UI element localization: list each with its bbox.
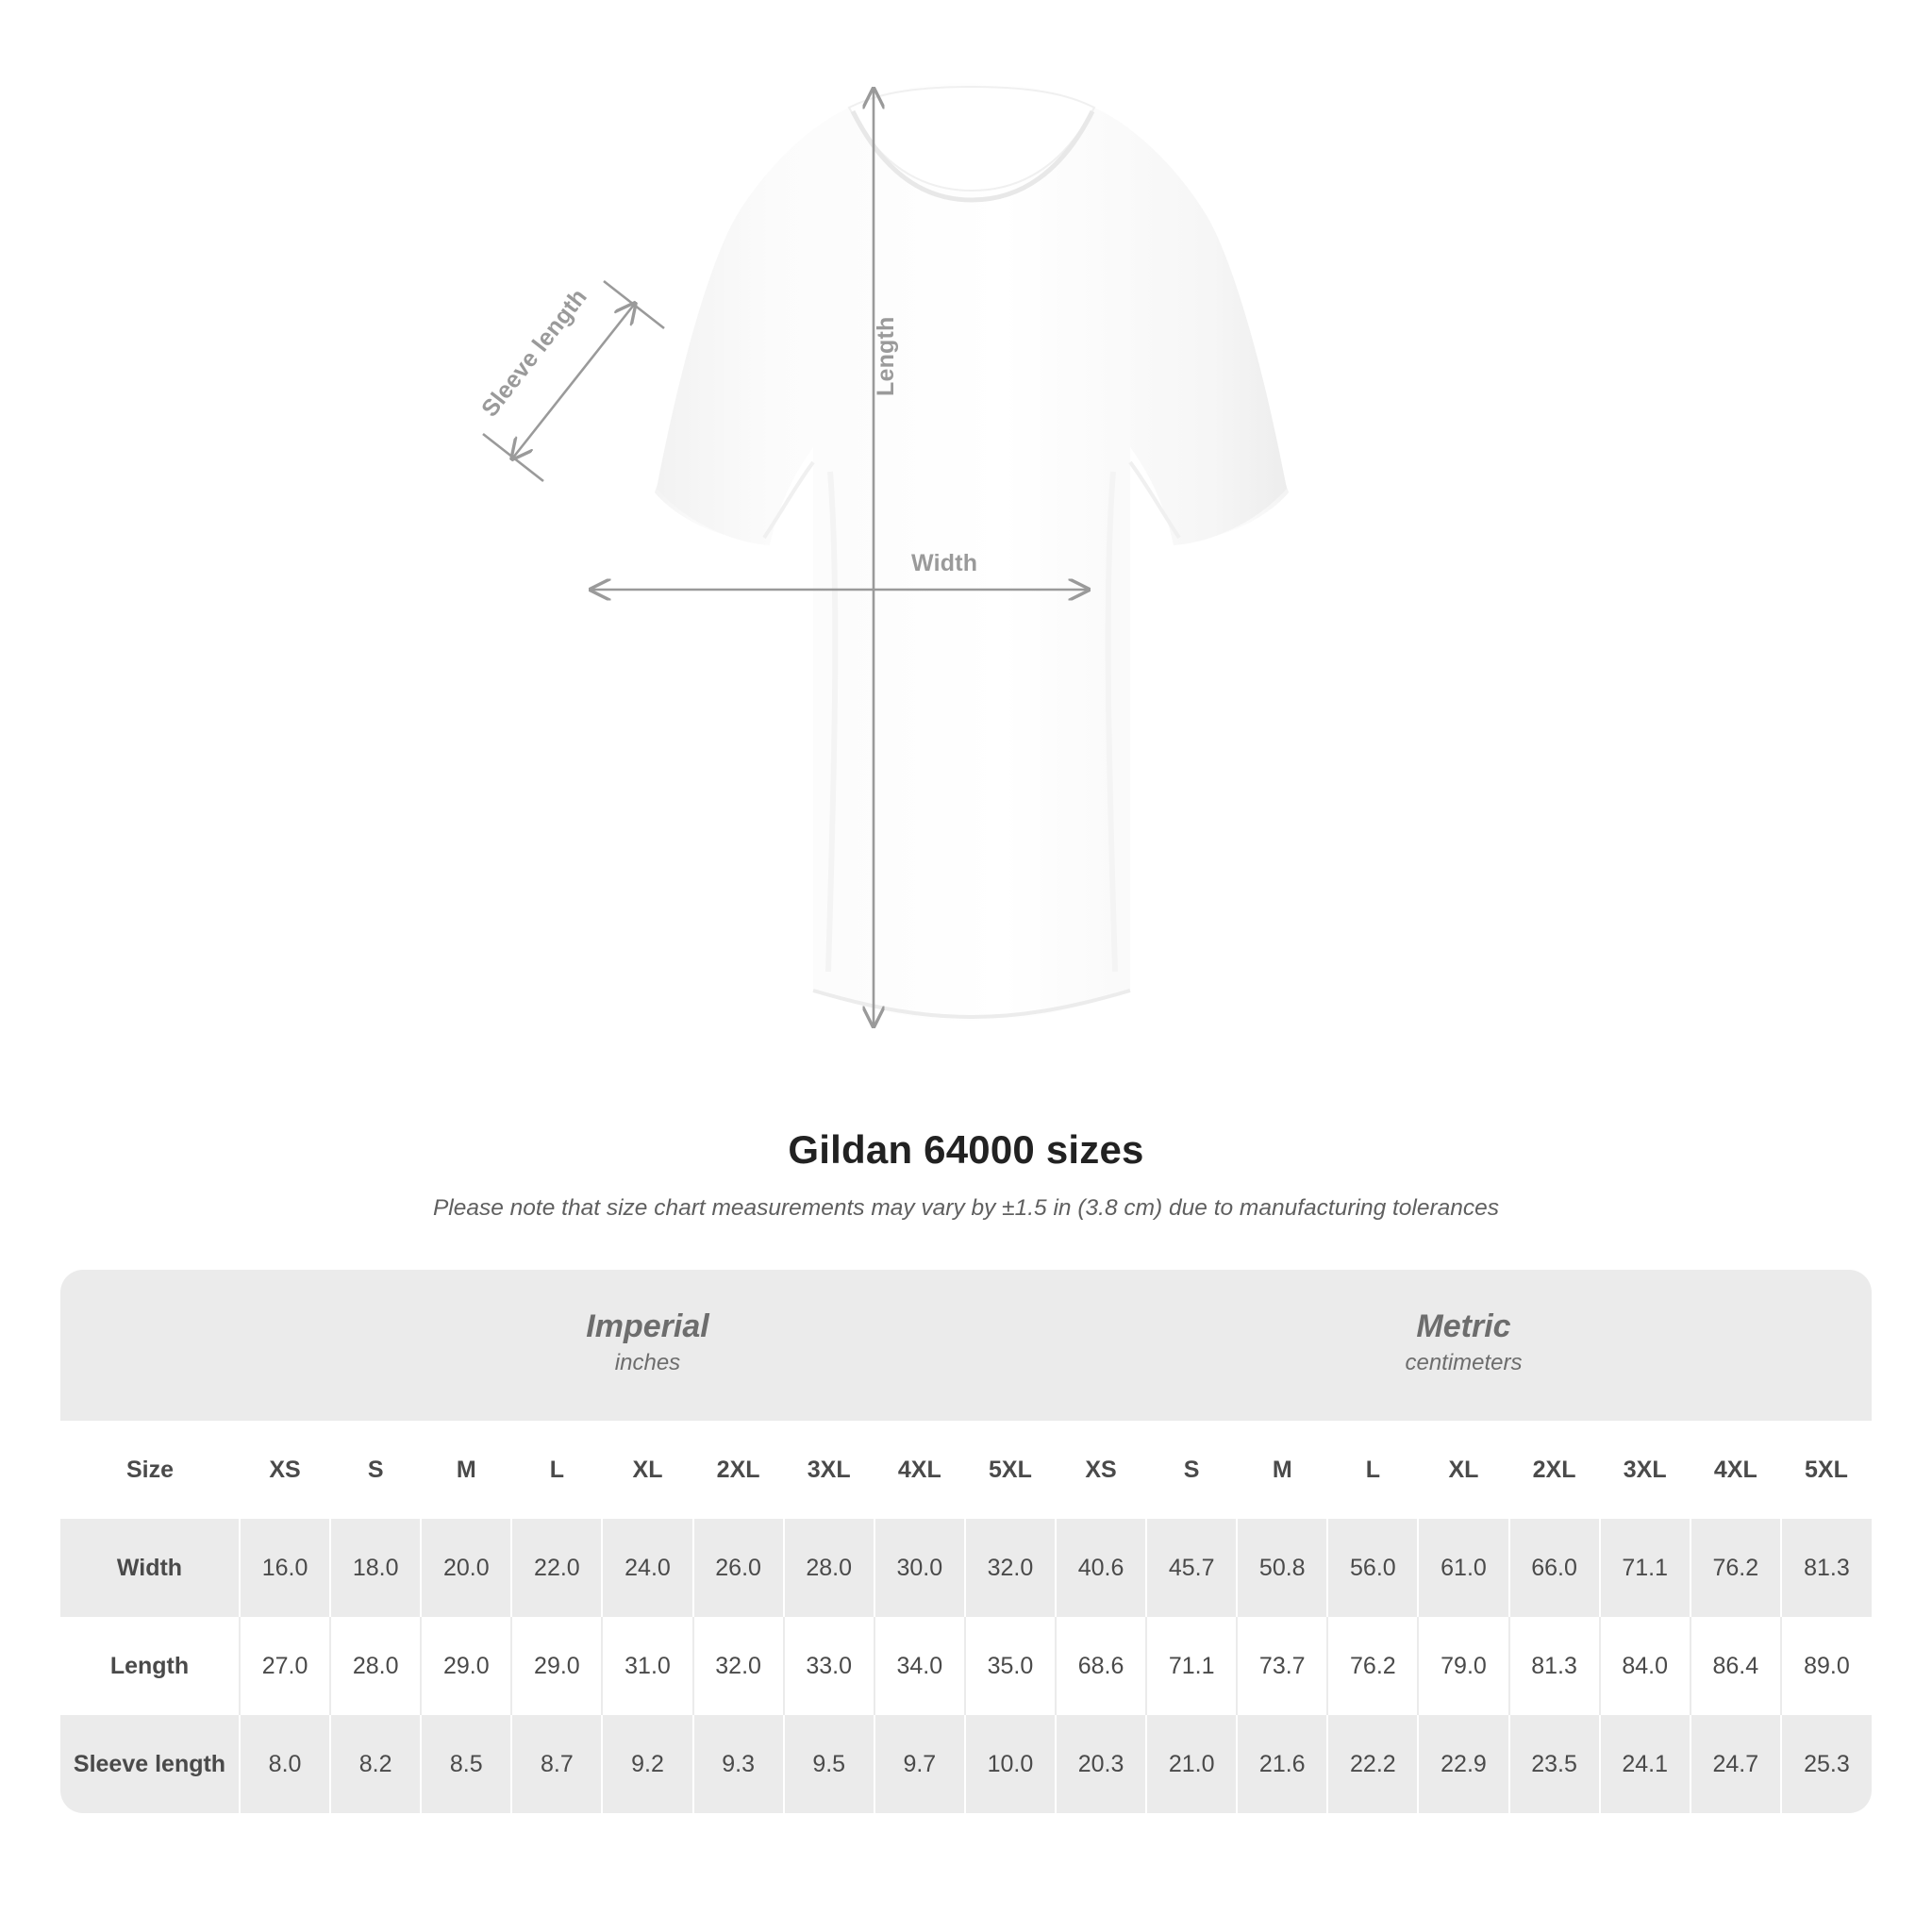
table-row [60, 1715, 1872, 1813]
cell-length-9: 68.6 [1056, 1617, 1146, 1715]
cell-width-15: 71.1 [1600, 1519, 1690, 1617]
cell-sleeve-8: 10.0 [965, 1715, 1056, 1813]
size-table-wrapper [60, 1270, 1872, 1813]
row-label-width: Width [60, 1519, 240, 1617]
cell-width-12: 56.0 [1327, 1519, 1418, 1617]
cell-width-3: 22.0 [511, 1519, 602, 1617]
cell-length-11: 73.7 [1237, 1617, 1327, 1715]
cell-sleeve-1: 8.2 [330, 1715, 421, 1813]
cell-sleeve-17: 25.3 [1781, 1715, 1872, 1813]
header-size-5xl-imperial: 5XL [965, 1421, 1056, 1519]
header-size-l-imperial: L [511, 1421, 602, 1519]
cell-length-4: 31.0 [602, 1617, 692, 1715]
unit-group-row [60, 1270, 1872, 1421]
cell-length-15: 84.0 [1600, 1617, 1690, 1715]
table-row [60, 1519, 1872, 1617]
cell-width-8: 32.0 [965, 1519, 1056, 1617]
header-size-xl-metric: XL [1418, 1421, 1508, 1519]
cell-sleeve-9: 20.3 [1056, 1715, 1146, 1813]
unit-group-metric-name: Metric [1416, 1308, 1511, 1345]
unit-group-spacer [60, 1270, 240, 1421]
cell-length-17: 89.0 [1781, 1617, 1872, 1715]
cell-sleeve-0: 8.0 [240, 1715, 330, 1813]
cell-width-11: 50.8 [1237, 1519, 1327, 1617]
cell-sleeve-4: 9.2 [602, 1715, 692, 1813]
width-dimension-label: Width [911, 550, 978, 576]
unit-group-metric-sub: centimeters [1405, 1350, 1523, 1376]
unit-group-imperial [240, 1270, 1056, 1421]
header-size-2xl-imperial: 2XL [693, 1421, 784, 1519]
size-table [60, 1270, 1872, 1813]
sleeve-length-dimension-label: Sleeve length [476, 283, 592, 423]
cell-length-16: 86.4 [1690, 1617, 1781, 1715]
cell-width-9: 40.6 [1056, 1519, 1146, 1617]
cell-length-6: 33.0 [784, 1617, 874, 1715]
cell-width-4: 24.0 [602, 1519, 692, 1617]
cell-sleeve-10: 21.0 [1146, 1715, 1237, 1813]
table-header-row [60, 1421, 1872, 1519]
cell-width-1: 18.0 [330, 1519, 421, 1617]
page-title: Gildan 64000 sizes [788, 1127, 1144, 1172]
title-block [0, 1127, 1932, 1222]
header-size-s-imperial: S [330, 1421, 421, 1519]
header-size-4xl-metric: 4XL [1690, 1421, 1781, 1519]
cell-sleeve-14: 23.5 [1509, 1715, 1600, 1813]
header-size-5xl-metric: 5XL [1781, 1421, 1872, 1519]
cell-sleeve-5: 9.3 [693, 1715, 784, 1813]
cell-length-10: 71.1 [1146, 1617, 1237, 1715]
cell-sleeve-16: 24.7 [1690, 1715, 1781, 1813]
cell-length-2: 29.0 [421, 1617, 511, 1715]
table-row [60, 1617, 1872, 1715]
cell-sleeve-2: 8.5 [421, 1715, 511, 1813]
cell-width-16: 76.2 [1690, 1519, 1781, 1617]
cell-sleeve-13: 22.9 [1418, 1715, 1508, 1813]
unit-group-imperial-sub: inches [614, 1350, 681, 1376]
cell-sleeve-11: 21.6 [1237, 1715, 1327, 1813]
unit-group-imperial-name: Imperial [586, 1308, 709, 1345]
cell-width-2: 20.0 [421, 1519, 511, 1617]
cell-length-8: 35.0 [965, 1617, 1056, 1715]
cell-length-14: 81.3 [1509, 1617, 1600, 1715]
cell-length-7: 34.0 [874, 1617, 965, 1715]
cell-width-6: 28.0 [784, 1519, 874, 1617]
tolerance-note: Please note that size chart measurements may vary by ±1.5 in (3.8 cm) due to manufacturing tolerances [432, 1195, 1500, 1221]
cell-width-10: 45.7 [1146, 1519, 1237, 1617]
header-size-3xl-metric: 3XL [1600, 1421, 1690, 1519]
cell-sleeve-6: 9.5 [784, 1715, 874, 1813]
header-size-m-imperial: M [421, 1421, 511, 1519]
cell-length-1: 28.0 [330, 1617, 421, 1715]
cell-width-7: 30.0 [874, 1519, 965, 1617]
cell-width-5: 26.0 [693, 1519, 784, 1617]
cell-length-13: 79.0 [1418, 1617, 1508, 1715]
cell-length-0: 27.0 [240, 1617, 330, 1715]
cell-length-5: 32.0 [693, 1617, 784, 1715]
cell-width-17: 81.3 [1781, 1519, 1872, 1617]
cell-sleeve-3: 8.7 [511, 1715, 602, 1813]
header-size-l-metric: L [1327, 1421, 1418, 1519]
cell-width-0: 16.0 [240, 1519, 330, 1617]
header-size-xs-metric: XS [1056, 1421, 1146, 1519]
header-size-s-metric: S [1146, 1421, 1237, 1519]
header-size-xs-imperial: XS [240, 1421, 330, 1519]
length-dimension-label: Length [873, 316, 899, 396]
header-size-4xl-imperial: 4XL [874, 1421, 965, 1519]
header-size: Size [60, 1421, 240, 1519]
header-size-3xl-imperial: 3XL [784, 1421, 874, 1519]
header-size-xl-imperial: XL [602, 1421, 692, 1519]
row-label-length: Length [60, 1617, 240, 1715]
unit-group-metric [1056, 1270, 1872, 1421]
cell-sleeve-7: 9.7 [874, 1715, 965, 1813]
cell-sleeve-15: 24.1 [1600, 1715, 1690, 1813]
header-size-2xl-metric: 2XL [1509, 1421, 1600, 1519]
cell-width-14: 66.0 [1509, 1519, 1600, 1617]
cell-length-12: 76.2 [1327, 1617, 1418, 1715]
cell-sleeve-12: 22.2 [1327, 1715, 1418, 1813]
row-label-sleeve-length: Sleeve length [60, 1715, 240, 1813]
cell-length-3: 29.0 [511, 1617, 602, 1715]
header-size-m-metric: M [1237, 1421, 1327, 1519]
cell-width-13: 61.0 [1418, 1519, 1508, 1617]
